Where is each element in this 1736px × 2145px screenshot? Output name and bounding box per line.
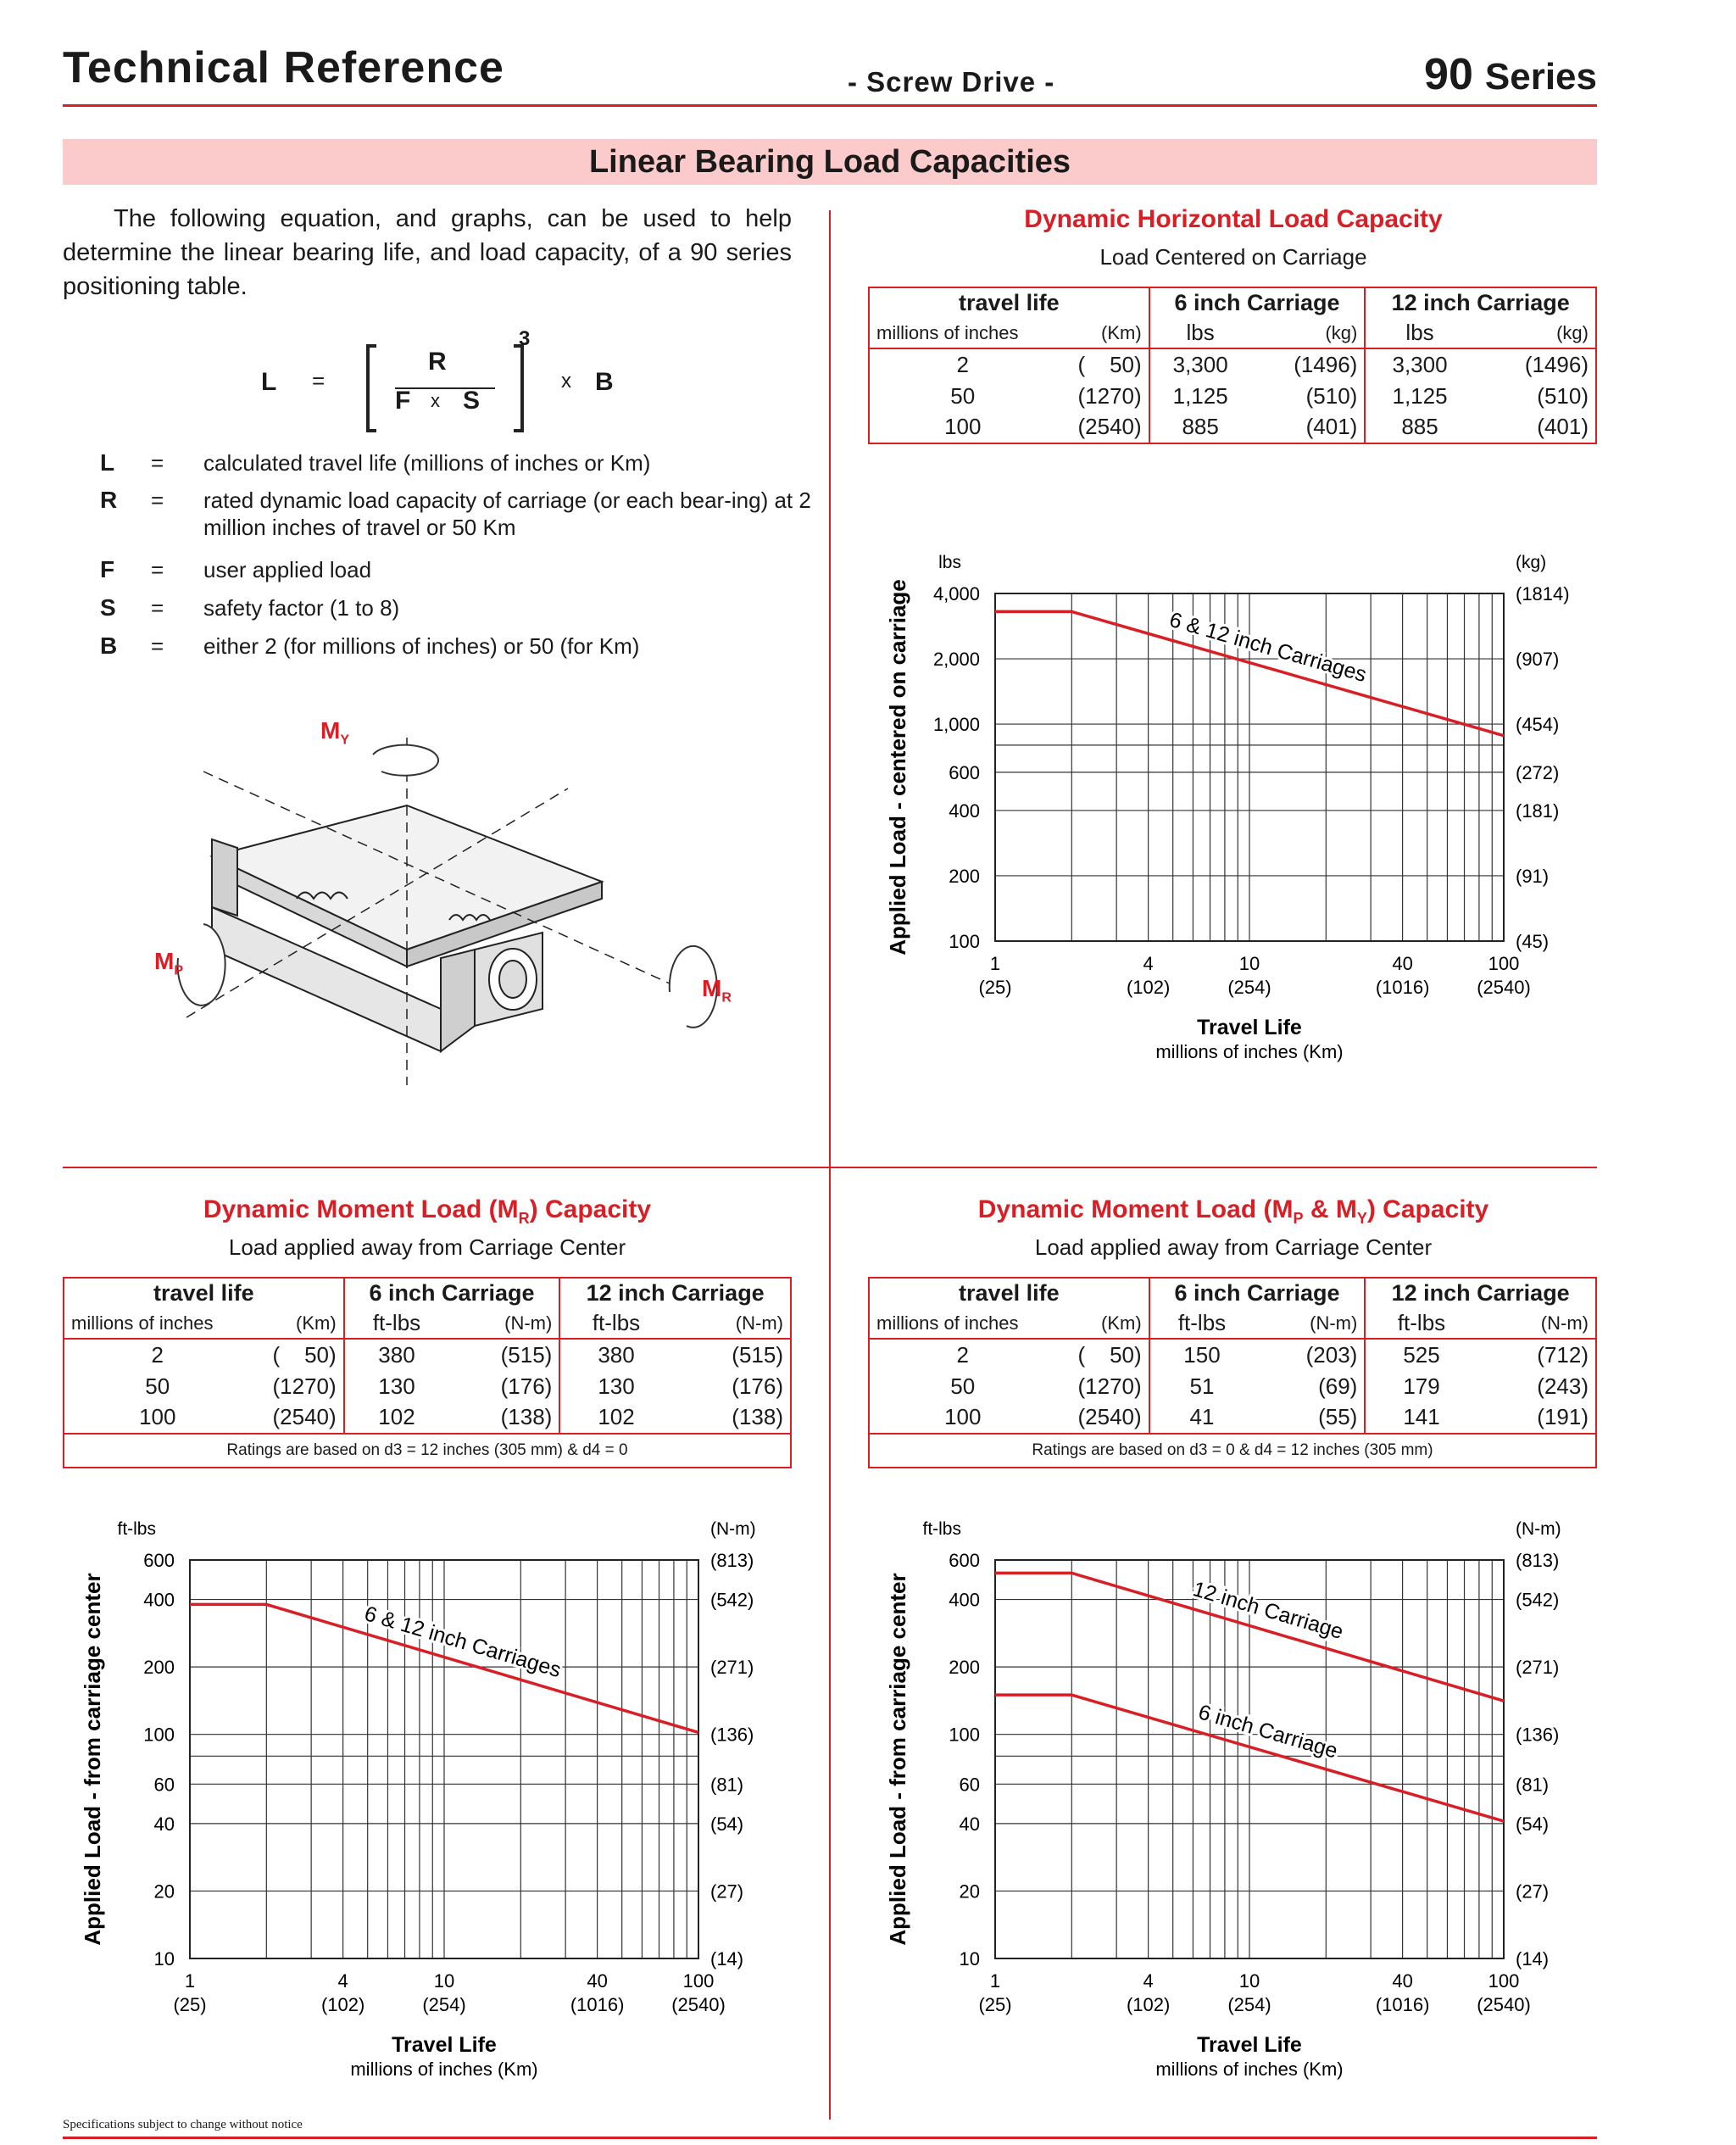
y-axis-title: Applied Load - from carriage center	[885, 1573, 910, 1946]
y-tick-label: 400	[143, 1589, 175, 1611]
y-tick-label-metric: (136)	[1516, 1724, 1560, 1746]
x-tick-label: 1	[184, 1970, 196, 1992]
moment-r-title: Dynamic Moment Load $(M_R)$ Capacity	[203, 1195, 652, 1227]
y-tick-label-metric: (81)	[1516, 1774, 1550, 1796]
x-tick-label: 40	[1392, 1970, 1413, 1992]
x-tick-label: 100	[682, 1970, 715, 1992]
x-tick-label: 4	[1143, 1970, 1154, 1992]
x-tick-label-metric: (25)	[978, 1994, 1012, 2015]
y-tick-label: 100	[949, 931, 980, 952]
intro-paragraph: The following equation, and graphs, can be used to help determine the linear bearing life, and load capacity, of a 90 series positioning table.	[63, 205, 792, 300]
column-divider	[829, 210, 831, 2120]
horizontal-table: travel life 6 inch Carriage 12 inch Carriage millions of inches (Km) lbs (kg) lbs (kg) 2 ( 50) 3,300 (1496) 3,300 (1496) 50 (1270) 1,125 (510) 1,125 (510) 100 (2540) 885 (401) 885 (401)	[868, 287, 1597, 444]
y-unit-left: ft-lbs	[922, 1519, 961, 1539]
y-tick-label-metric: (271)	[710, 1657, 754, 1679]
x-tick-label-metric: (25)	[978, 977, 1012, 998]
mp-label: $M_P$	[154, 948, 183, 978]
y-tick-label-metric: (907)	[1516, 649, 1560, 671]
x-tick-label-metric: (254)	[422, 1994, 466, 2015]
x-tick-label: 40	[587, 1970, 608, 1992]
moment-r-chart	[63, 1492, 792, 2103]
positioning-table-illustration	[127, 704, 805, 1128]
x-tick-label: 10	[1238, 1970, 1260, 1992]
mr-label: $M_R$	[702, 975, 732, 1006]
y-tick-label-metric: (813)	[710, 1550, 754, 1571]
x-tick-label: 1	[989, 1970, 1001, 1992]
banner: Linear Bearing Load Capacities	[63, 139, 1597, 185]
x-tick-label-metric: (1016)	[1375, 977, 1430, 998]
y-tick-label: 1,000	[932, 714, 980, 736]
header-rule	[63, 104, 1597, 107]
x-tick-label-metric: (25)	[173, 1994, 207, 2015]
moment-py-chart	[868, 1492, 1597, 2103]
horizontal-load-chart	[868, 526, 1597, 1085]
y-axis-title: Applied Load - centered on carriage	[885, 579, 910, 956]
y-tick-label-metric: (813)	[1516, 1550, 1560, 1571]
y-tick-label: 60	[959, 1774, 980, 1796]
x-tick-label-metric: (2540)	[671, 1994, 726, 2015]
y-tick-label: 100	[143, 1724, 175, 1746]
mp-rotation-arrow	[178, 924, 225, 1006]
y-tick-label: 60	[153, 1774, 175, 1796]
y-tick-label: 200	[949, 865, 980, 887]
eq-s: S	[463, 387, 481, 415]
y-tick-label: 2,000	[932, 649, 980, 671]
horizontal-title: Dynamic Horizontal Load Capacity	[1024, 205, 1443, 233]
x-axis-subtitle: millions of inches (Km)	[350, 2059, 538, 2080]
moment-py-note: Ratings are based on d3 = 0 & d4 = 12 inches (305 mm)	[1032, 1441, 1433, 1459]
y-tick-label: 4,000	[932, 583, 980, 604]
y-tick-label: 200	[143, 1657, 175, 1679]
x-tick-label-metric: (254)	[1227, 1994, 1271, 2015]
x-tick-label: 100	[1488, 953, 1520, 974]
x-tick-label-metric: (254)	[1227, 977, 1271, 998]
moment-py-subtitle: Load applied away from Carriage Center	[1034, 1234, 1433, 1260]
section-divider	[63, 1167, 1597, 1168]
horizontal-subtitle: Load Centered on Carriage	[1099, 244, 1367, 270]
my-rotation-arrow	[373, 745, 438, 776]
x-tick-label-metric: (102)	[1126, 1994, 1171, 2015]
y-tick-label-metric: (54)	[1516, 1813, 1550, 1835]
y-tick-label: 600	[949, 761, 980, 783]
y-unit-right: (N-m)	[710, 1519, 756, 1539]
y-tick-label-metric: (91)	[1516, 865, 1550, 887]
y-tick-label-metric: (14)	[710, 1948, 744, 1970]
y-tick-label-metric: (542)	[1516, 1589, 1560, 1611]
eq-l: L	[261, 368, 277, 396]
end-block	[212, 839, 237, 916]
y-tick-label-metric: (136)	[710, 1724, 754, 1746]
moment-r-note: Ratings are based on d3 = 12 inches (305 mm) & d4 = 0	[226, 1441, 628, 1459]
x-tick-label: 10	[433, 1970, 455, 1992]
y-axis-title: Applied Load - from carriage center	[80, 1573, 105, 1946]
series-number: 90	[1424, 50, 1473, 99]
y-unit-left: lbs	[938, 553, 961, 572]
footer-note: Specifications subject to change without notice	[63, 2118, 303, 2131]
y-tick-label: 600	[143, 1550, 175, 1571]
y-unit-right: (N-m)	[1516, 1519, 1561, 1539]
y-tick-label-metric: (45)	[1516, 931, 1550, 952]
x-tick-label: 100	[1488, 1970, 1520, 1992]
x-tick-label-metric: (1016)	[570, 1994, 625, 2015]
x-axis-title: Travel Life	[1197, 2033, 1302, 2057]
eq-exponent: 3	[519, 327, 531, 350]
x-axis-subtitle: millions of inches (Km)	[1155, 1041, 1344, 1062]
x-tick-label: 1	[989, 953, 1001, 974]
series-label: 6 inch Carriage	[1195, 1700, 1341, 1763]
eq-times: x	[561, 370, 571, 393]
life-equation	[254, 322, 695, 432]
x-axis-title: Travel Life	[392, 2033, 497, 2057]
my-label: $M_Y$	[320, 717, 349, 748]
y-tick-label-metric: (271)	[1516, 1657, 1560, 1679]
eq-b: B	[595, 368, 614, 396]
series-label	[1424, 49, 1597, 100]
y-tick-label-metric: (14)	[1516, 1948, 1550, 1970]
series-label: 12 inch Carriage	[1190, 1577, 1346, 1645]
y-tick-label: 40	[153, 1813, 175, 1835]
y-tick-label-metric: (81)	[710, 1774, 744, 1796]
y-tick-label-metric: (181)	[1516, 800, 1560, 822]
x-axis-subtitle: millions of inches (Km)	[1155, 2059, 1344, 2080]
series-label: 6 & 12 inch Carriages	[361, 1602, 565, 1683]
y-tick-label: 10	[153, 1948, 175, 1970]
eq-f: F	[395, 387, 411, 415]
moment-r-subtitle: Load applied away from Carriage Center	[228, 1234, 626, 1260]
y-tick-label: 400	[949, 800, 980, 822]
x-tick-label-metric: (102)	[320, 1994, 365, 2015]
x-tick-label: 10	[1238, 953, 1260, 974]
x-tick-label-metric: (1016)	[1375, 1994, 1430, 2015]
x-tick-label: 40	[1392, 953, 1413, 974]
y-tick-label: 10	[959, 1948, 980, 1970]
y-tick-label-metric: (542)	[710, 1589, 754, 1611]
y-tick-label-metric: (454)	[1516, 714, 1560, 736]
eq-equals: =	[312, 368, 326, 393]
definition-list: L = calculated travel life (millions of inches or Km) R = rated dynamic load capacity of carriage (or each bear-ing) at 2 million inches of travel or 50 Km F = user applied load S = safety factor (1 to 8) B = either 2 (for millions of inches) or 50 (for Km)	[100, 449, 811, 659]
y-tick-label: 40	[959, 1813, 980, 1835]
series-label: 6 & 12 inch Carriages	[1166, 607, 1370, 688]
y-tick-label-metric: (27)	[710, 1880, 744, 1903]
y-tick-label: 20	[959, 1880, 980, 1903]
x-tick-label-metric: (2540)	[1477, 977, 1531, 998]
y-tick-label-metric: (272)	[1516, 761, 1560, 783]
moment-py-title: Dynamic Moment Load ($M_P$ & $M_Y$) Capacity	[977, 1195, 1489, 1227]
x-tick-label-metric: (102)	[1126, 977, 1171, 998]
y-unit-right: (kg)	[1516, 553, 1547, 572]
x-axis-title: Travel Life	[1197, 1016, 1302, 1039]
y-tick-label-metric: (27)	[1516, 1880, 1550, 1903]
page-title: Technical Reference	[63, 43, 504, 92]
x-tick-label: 4	[1143, 953, 1154, 974]
x-tick-label-metric: (2540)	[1477, 1994, 1531, 2015]
eq-r: R	[428, 348, 447, 376]
moment-py-table: travel life 6 inch Carriage 12 inch Carriage millions of inches (Km) ft-lbs (N-m) ft-lbs (N-m) 2 ( 50) 150 (203) 525 (712) 50 (1270) 51 (69) 179 (243) 100 (2540) 41 (55) 141 (191) Ratings are based on d3 = 0 & d4 = 12 inches (305 mm)	[868, 1277, 1597, 1468]
y-tick-label-metric: (54)	[710, 1813, 744, 1835]
footer-rule	[63, 2137, 1597, 2139]
eq-x: x	[431, 390, 440, 411]
y-tick-label-metric: (1814)	[1516, 583, 1570, 604]
y-tick-label: 600	[949, 1550, 980, 1571]
x-tick-label: 4	[337, 1970, 348, 1992]
y-tick-label: 400	[949, 1589, 980, 1611]
y-unit-left: ft-lbs	[117, 1519, 156, 1539]
y-tick-label: 200	[949, 1657, 980, 1679]
y-tick-label: 100	[949, 1724, 980, 1746]
moment-r-table: travel life 6 inch Carriage 12 inch Carriage millions of inches (Km) ft-lbs (N-m) ft-lbs (N-m) 2 ( 50) 380 (515) 380 (515) 50 (1270) 130 (176) 130 (176) 100 (2540) 102 (138) 102 (138) Ratings are based on d3 = 12 inches (305 mm) & d4 = 0	[63, 1277, 792, 1468]
page-subtitle: - Screw Drive -	[848, 66, 1055, 98]
series-word: Series	[1484, 56, 1597, 98]
y-tick-label: 20	[153, 1880, 175, 1903]
